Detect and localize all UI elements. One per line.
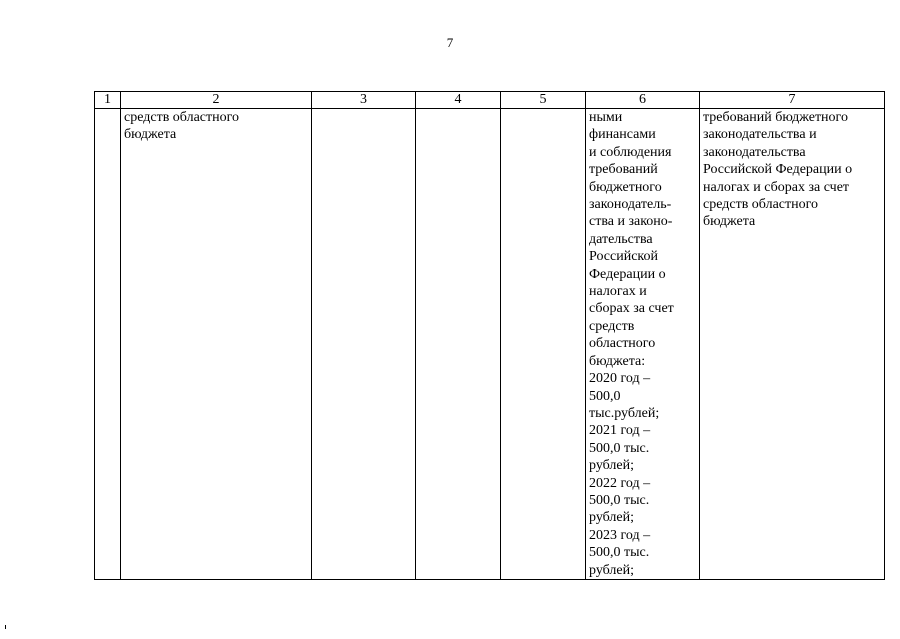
cell-col-4 [416, 109, 501, 580]
column-header-3: 3 [312, 92, 416, 109]
cell-col-1 [95, 109, 121, 580]
table-row [95, 109, 885, 580]
table-header-row [95, 92, 885, 109]
cell-col-5 [501, 109, 586, 580]
column-header-6: 6 [586, 92, 700, 109]
cell-col-3 [312, 109, 416, 580]
column-header-2: 2 [121, 92, 312, 109]
column-header-7: 7 [700, 92, 885, 109]
cell-col-2: средств областного бюджета [121, 109, 312, 580]
column-header-4: 4 [416, 92, 501, 109]
page-number: 7 [446, 35, 454, 50]
cell-col-7: требований бюджетного законодательства и законодательства Российской Федерации о налогах и сборах за счет средств областного бюджета [700, 109, 885, 580]
column-header-1: 1 [95, 92, 121, 109]
document-table [94, 91, 885, 580]
scan-mark [5, 625, 6, 629]
column-header-5: 5 [501, 92, 586, 109]
cell-col-6: ными финансами и соблюдения требований бюджетного законодатель- ства и законо- дательства Российской Федерации о налогах и сборах за счет средств областного бюджета: 2020 год – 500,0 тыс.рублей; 2021 год – 500,0 тыс. рублей; 2022 год – 500,0 тыс. рублей; 2023 год – 500,0 тыс. рублей; [586, 109, 700, 580]
